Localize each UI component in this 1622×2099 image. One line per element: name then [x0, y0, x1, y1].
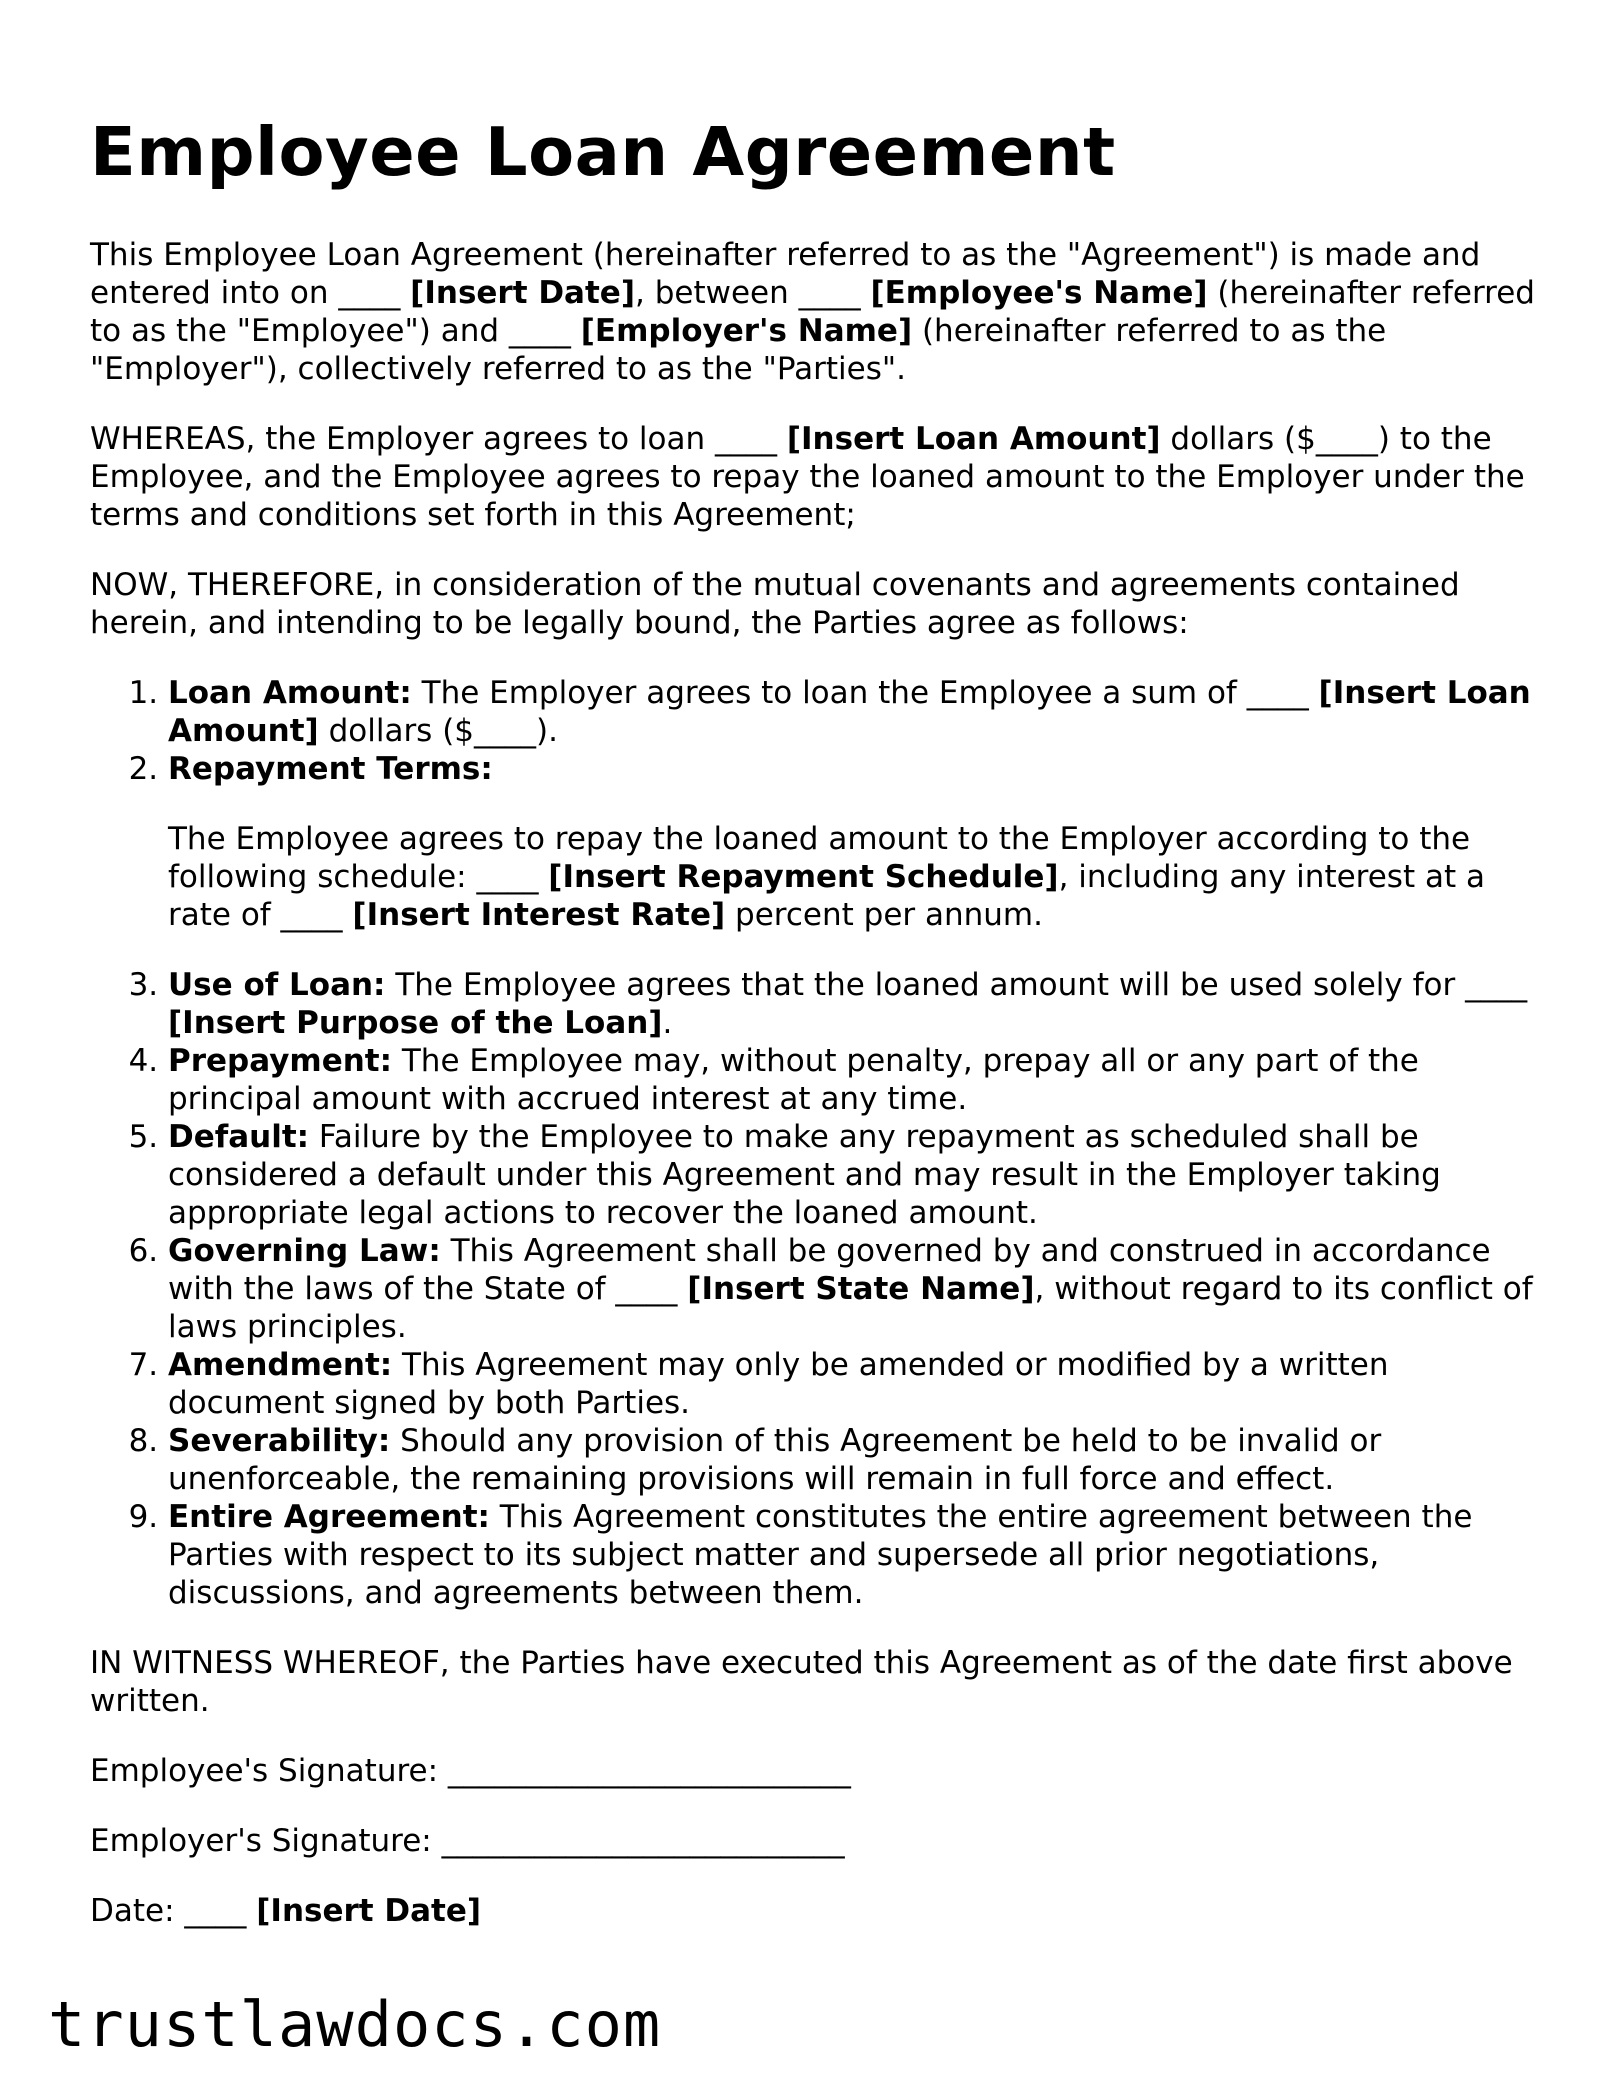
clause-prepayment: [168, 1042, 1540, 1118]
clause-repayment-terms: [168, 750, 1540, 934]
date-placeholder: [Insert Date]: [410, 275, 635, 311]
repayment-terms-paragraph: [168, 820, 1540, 934]
whereas-paragraph: [90, 420, 1540, 534]
document-title: Employee Loan Agreement: [90, 113, 1116, 191]
employee-signature-line: Employee's Signature: __________________________: [90, 1753, 851, 1789]
clause-heading: Governing Law:: [168, 1233, 441, 1269]
clause-text: , including any interest at a rate of ____: [168, 859, 1485, 933]
clause-text: .: [662, 1005, 673, 1041]
employer-signature-line: Employer's Signature: __________________________: [90, 1823, 845, 1859]
loan-purpose-placeholder: [Insert Purpose of the Loan]: [168, 1005, 663, 1041]
clause-text: , without regard to its conflict of laws principles.: [168, 1271, 1533, 1345]
intro-text-2: , between ____: [634, 275, 871, 311]
witness-paragraph: IN WITNESS WHEREOF, the Parties have executed this Agreement as of the date first above written.: [90, 1645, 1513, 1719]
clause-governing-law: [168, 1232, 1540, 1346]
state-name-placeholder: [Insert State Name]: [687, 1271, 1035, 1307]
clause-placeholder: [Insert Loan Amount]: [168, 675, 1531, 749]
clause-use-of-loan: [168, 966, 1540, 1042]
whereas-text-1: WHEREAS, the Employer agrees to loan ____: [90, 421, 787, 457]
employer-name-placeholder: [Employer's Name]: [580, 313, 913, 349]
clause-heading: Loan Amount:: [168, 675, 412, 711]
loan-amount-placeholder: [Insert Loan Amount]: [786, 421, 1161, 457]
clause-list: [90, 674, 1540, 1612]
clause-text: dollars ($____).: [318, 713, 558, 749]
intro-text-4: (hereinafter referred to as the "Employer"), collectively referred to as the "Parties".: [90, 313, 1387, 387]
intro-paragraph: [90, 236, 1540, 388]
date-line: [90, 1892, 1540, 1930]
repayment-schedule-placeholder: [Insert Repayment Schedule]: [548, 859, 1059, 895]
clause-heading: Default:: [168, 1119, 310, 1155]
clause-text: The Employer agrees to loan the Employee a sum of ____: [411, 675, 1319, 711]
clause-text: percent per annum.: [725, 897, 1043, 933]
employee-name-placeholder: [Employee's Name]: [870, 275, 1208, 311]
whereas-text-2: dollars ($____) to the Employee, and the Employee agrees to repay the loaned amount to the Employer under the terms and conditions set forth in this Agreement;: [90, 421, 1525, 533]
clause-text: The Employee may, without penalty, prepay all or any part of the principal amount with accrued interest at any time.: [168, 1043, 1419, 1117]
clause-loan-amount: [168, 674, 1540, 750]
clause-heading: Repayment Terms:: [168, 751, 493, 787]
clause-text: Failure by the Employee to make any repayment as scheduled shall be considered a default under this Agreement and may result in the Employer taking appropriate legal actions to recover the loaned amount.: [168, 1119, 1441, 1231]
clause-text: This Agreement shall be governed by and construed in accordance with the laws of the State of ____: [168, 1233, 1491, 1307]
clause-text: This Agreement may only be amended or modified by a written document signed by both Parties.: [168, 1347, 1389, 1421]
clause-amendment: [168, 1346, 1540, 1422]
clause-text: The Employee agrees that the loaned amount will be used solely for ____: [385, 967, 1528, 1003]
clause-text: Should any provision of this Agreement be held to be invalid or unenforceable, the remaining provisions will remain in full force and effect.: [168, 1423, 1382, 1497]
date-label: Date: ____: [90, 1893, 257, 1929]
clause-heading: Entire Agreement:: [168, 1499, 490, 1535]
document-page: [90, 112, 1540, 1962]
clause-severability: [168, 1422, 1540, 1498]
clause-heading: Severability:: [168, 1423, 391, 1459]
watermark-text: trustlawdocs.com: [48, 1988, 662, 2061]
clause-entire-agreement: [168, 1498, 1540, 1612]
interest-rate-placeholder: [Insert Interest Rate]: [352, 897, 726, 933]
intro-text-3: (hereinafter referred to as the "Employee") and ____: [90, 275, 1535, 349]
clause-heading: Prepayment:: [168, 1043, 393, 1079]
intro-text-1: This Employee Loan Agreement (hereinafter referred to as the "Agreement") is made and entered into on ____: [90, 237, 1481, 311]
clause-text: The Employee agrees to repay the loaned amount to the Employer according to the following schedule: ____: [168, 821, 1471, 895]
clause-heading: Use of Loan:: [168, 967, 386, 1003]
now-therefore-paragraph: NOW, THEREFORE, in consideration of the mutual covenants and agreements contained herein, and intending to be legally bound, the Parties agree as follows:: [90, 567, 1460, 641]
signature-date-placeholder: [Insert Date]: [256, 1893, 482, 1929]
clause-heading: Amendment:: [168, 1347, 393, 1383]
clause-default: [168, 1118, 1540, 1232]
clause-text: This Agreement constitutes the entire agreement between the Parties with respect to its subject matter and supersede all prior negotiations, discussions, and agreements between them.: [168, 1499, 1473, 1611]
